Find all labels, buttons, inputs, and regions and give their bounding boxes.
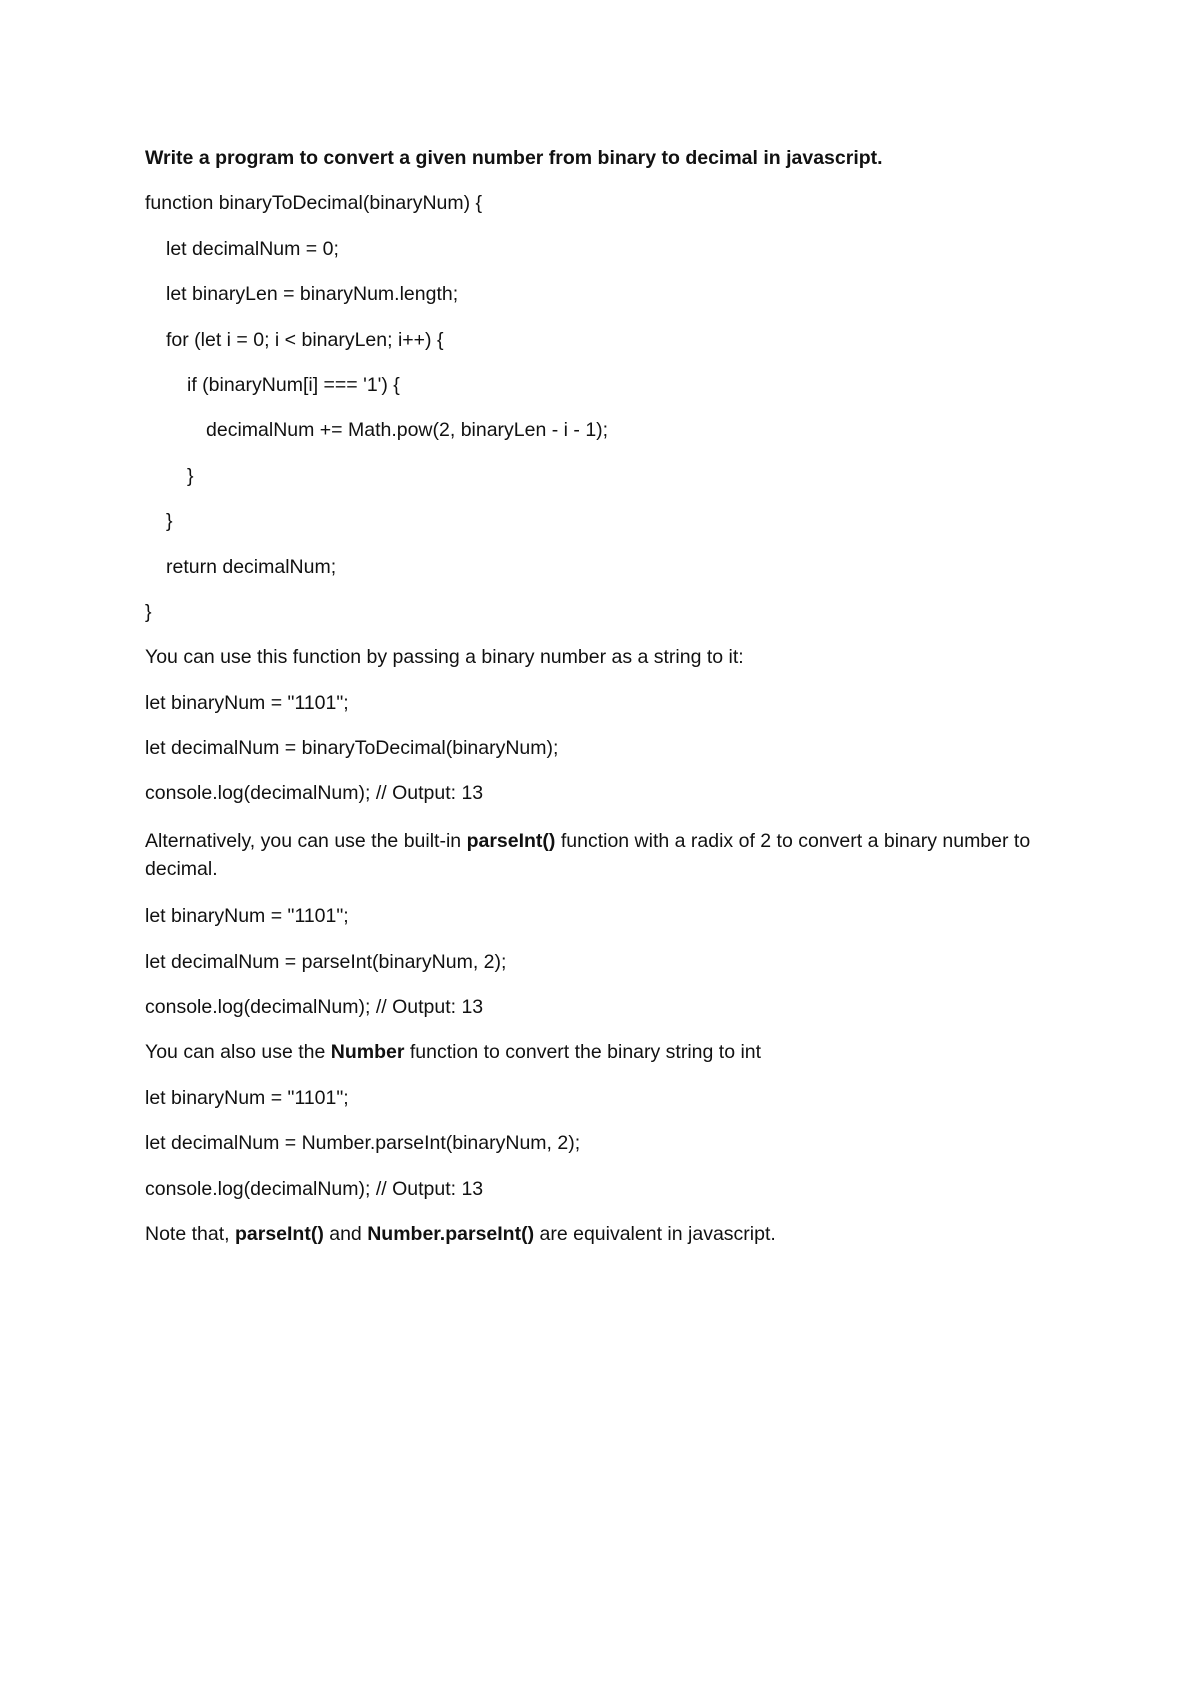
text-segment: Note that, [145, 1222, 235, 1245]
text-segment: function with a radix of 2 to convert a binary number to decimal. [145, 829, 1031, 880]
code-block-function [145, 191, 1075, 624]
document-body [145, 146, 1075, 1267]
code-line: function binaryToDecimal(binaryNum) { [145, 192, 483, 215]
code-block-parseint [145, 904, 1075, 1019]
code-line: console.log(decimalNum); // Output: 13 [145, 996, 484, 1019]
code-line: let binaryNum = "1101"; [145, 691, 349, 714]
code-line: } [145, 600, 152, 623]
usage-intro: You can use this function by passing a binary number as a string to it: [145, 646, 744, 669]
text-segment: Alternatively, you can use the built-in [145, 829, 467, 852]
code-line: let binaryNum = "1101"; [145, 905, 349, 928]
text-segment: and [323, 1222, 368, 1245]
inline-code-bold: parseInt() [234, 1222, 324, 1245]
code-line: let binaryNum = "1101"; [145, 1086, 349, 1109]
code-line: console.log(decimalNum); // Output: 13 [145, 1177, 484, 1200]
inline-code-bold: Number.parseInt() [367, 1222, 535, 1245]
code-line: for (let i = 0; i < binaryLen; i++) { [166, 328, 444, 351]
code-line: let decimalNum = 0; [166, 237, 339, 260]
code-line: let decimalNum = binaryToDecimal(binaryNum); [145, 737, 559, 760]
code-line: } [166, 510, 173, 533]
closing-note [145, 1222, 1075, 1246]
inline-code-bold: Number [330, 1041, 405, 1064]
code-line: return decimalNum; [166, 555, 337, 578]
code-line: decimalNum += Math.pow(2, binaryLen - i - 1); [206, 419, 609, 442]
code-block-number [145, 1086, 1075, 1201]
text-segment: You can also use the [145, 1041, 331, 1064]
alternative-intro [145, 827, 1075, 883]
code-block-usage [145, 691, 1075, 806]
document-title: Write a program to convert a given number from binary to decimal in javascript. [145, 147, 883, 169]
inline-code-bold: parseInt() [466, 829, 556, 852]
number-intro [145, 1040, 1075, 1064]
code-line: let decimalNum = Number.parseInt(binaryNum, 2); [145, 1132, 581, 1155]
code-line: let binaryLen = binaryNum.length; [166, 283, 459, 306]
code-line: let decimalNum = parseInt(binaryNum, 2); [145, 950, 507, 973]
text-segment: are equivalent in javascript. [534, 1222, 776, 1245]
code-line: } [187, 464, 194, 487]
code-line: if (binaryNum[i] === '1') { [187, 373, 400, 396]
code-line: console.log(decimalNum); // Output: 13 [145, 782, 484, 805]
text-segment: function to convert the binary string to int [404, 1041, 762, 1064]
